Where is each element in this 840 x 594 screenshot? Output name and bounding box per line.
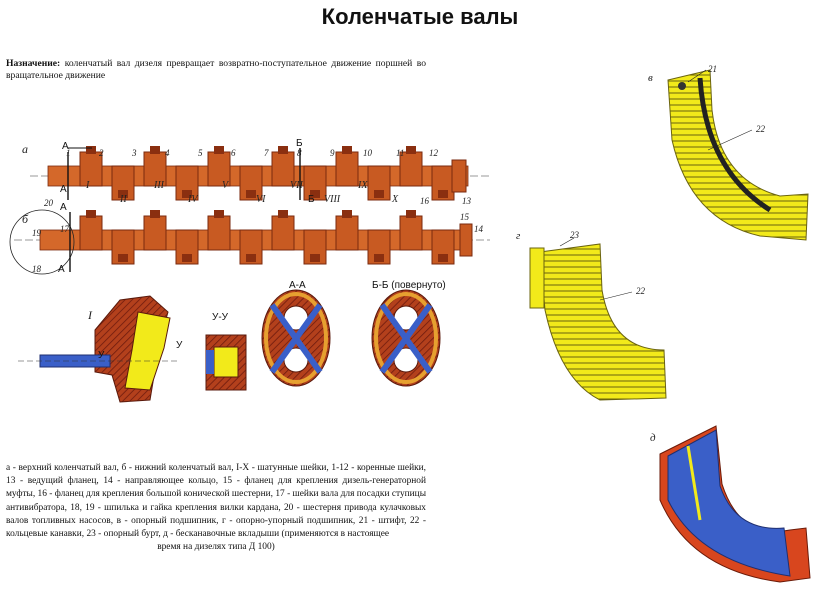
- crank-pin: [374, 190, 384, 198]
- callout-16: 16: [420, 196, 429, 206]
- crank-pin: [246, 254, 256, 262]
- mark-B-bottom: Б: [308, 194, 315, 205]
- section-BB-label: Б-Б (повернуто): [372, 280, 446, 291]
- detail-I-label: I: [88, 308, 92, 322]
- mark-B-top: Б: [296, 138, 303, 149]
- caption-last-line: время на дизелях типа Д 100): [157, 542, 275, 553]
- crank-pin: [278, 210, 288, 218]
- view-v-label: в: [648, 72, 653, 84]
- main-journal-label: 11: [396, 148, 405, 158]
- main-journal-label: 1: [66, 148, 71, 158]
- crank-pin-label: VIII: [324, 194, 341, 205]
- crank-pin-label: I: [86, 180, 90, 191]
- main-journal-label: 5: [198, 148, 203, 158]
- purpose-body: коленчатый вал дизеля превращает возвратно-поступательное движение поршней во вращательное движение: [6, 58, 426, 81]
- crank-pin: [150, 210, 160, 218]
- callout-17: 17: [60, 224, 69, 234]
- callout-20: 20: [44, 198, 53, 208]
- callout-23: 23: [570, 230, 579, 240]
- crank-pin-label: X: [392, 194, 399, 205]
- crank-pin: [150, 146, 160, 154]
- detail-I-drawing: [18, 296, 183, 402]
- crank-pin-label: IV: [188, 194, 198, 205]
- callout-14: 14: [474, 224, 483, 234]
- section-YY-label: У-У: [212, 312, 229, 323]
- main-journal-label: 2: [99, 148, 104, 158]
- callout-22-g: 22: [636, 286, 645, 296]
- mark-A-bottom: А: [60, 184, 67, 195]
- callout-22-v: 22: [756, 124, 765, 134]
- crank-pin: [214, 146, 224, 154]
- callout-21: 21: [708, 64, 717, 74]
- crank-pin: [342, 146, 352, 154]
- support-bearing-v: [668, 70, 808, 240]
- lower-crankshaft: [10, 210, 490, 274]
- crank-pin: [182, 254, 192, 262]
- crank-web: [208, 216, 230, 250]
- main-journal-label: 9: [330, 148, 335, 158]
- crank-pin: [438, 190, 448, 198]
- callout-19: 19: [32, 228, 41, 238]
- main-journal-label: 3: [132, 148, 137, 158]
- crank-pin-label: V: [222, 180, 229, 191]
- view-d-label: д: [650, 432, 656, 444]
- crank-web: [400, 216, 422, 250]
- crank-pin: [310, 254, 320, 262]
- crank-web: [80, 216, 102, 250]
- liner-d: [660, 426, 810, 582]
- callout-18: 18: [32, 264, 41, 274]
- main-journal-label: 8: [297, 148, 302, 158]
- section-BB-drawing: [372, 290, 440, 386]
- view-a-label: а: [22, 142, 28, 156]
- callout-13: 13: [462, 196, 471, 206]
- thrust-bearing-g: [530, 238, 666, 400]
- crank-web: [144, 216, 166, 250]
- section-YY-drawing: [206, 335, 246, 390]
- crank-pin: [374, 254, 384, 262]
- mark-A-b-bottom: А: [58, 264, 65, 275]
- crank-pin: [118, 254, 128, 262]
- crank-web: [336, 216, 358, 250]
- mark-Y-right: У: [176, 340, 183, 351]
- view-b-label: б: [22, 212, 29, 226]
- figure-caption: [6, 462, 426, 554]
- main-journal-label: 10: [363, 148, 372, 158]
- caption-body: а - верхний коленчатый вал, б - нижний коленчатый вал, I-X - шатунные шейки, 1-12 - коренные шейки, 13 - ведущий фланец, 14 - направляющее кольцо, 15 - фланец для крепления дизель-генераторной муфты, 16 - фланец для крепления большой конической шестерни, 17 - шейки вала для посадки ступицы антивибратора, 18, 19 - шпилька и гайка крепления вилки кардана, 20 - шестерня привода кулачковых валов топливных насосов, в - опорный подшипник, г - опорно-упорный подшипник, 21 - штифт, 22 - кольцевые канавки, 23 - опорный бурт, д - бесканавочные вкладыши (применяются в настоящее: [6, 463, 426, 540]
- mark-A-b-top: А: [60, 202, 67, 213]
- view-g-label: г: [516, 230, 521, 242]
- main-journal-label: 4: [165, 148, 170, 158]
- main-journal-label: 6: [231, 148, 236, 158]
- crank-pin: [246, 190, 256, 198]
- crank-pin: [214, 210, 224, 218]
- section-AA-label: А-А: [289, 280, 306, 291]
- crank-web: [336, 152, 358, 186]
- crank-pin-label: II: [120, 194, 127, 205]
- page-title: Коленчатые валы: [321, 4, 519, 29]
- crank-pin: [86, 210, 96, 218]
- crank-pin-label: VII: [290, 180, 303, 191]
- crank-pin: [342, 210, 352, 218]
- crank-pin-label: III: [154, 180, 164, 191]
- crank-pin: [86, 146, 96, 154]
- crank-pin-label: VI: [256, 194, 266, 205]
- crank-pin: [278, 146, 288, 154]
- main-journal-label: 12: [429, 148, 438, 158]
- purpose-label: Назначение:: [6, 58, 61, 69]
- section-AA-drawing: [262, 290, 330, 386]
- crank-pin: [438, 254, 448, 262]
- crank-pin: [406, 210, 416, 218]
- crank-web: [272, 216, 294, 250]
- crank-pin-label: IX: [358, 180, 368, 191]
- callout-15: 15: [460, 212, 469, 222]
- main-journal-label: 7: [264, 148, 269, 158]
- mark-Y-left: У: [98, 350, 105, 361]
- crank-pin: [406, 146, 416, 154]
- mark-A-top: А: [62, 141, 69, 152]
